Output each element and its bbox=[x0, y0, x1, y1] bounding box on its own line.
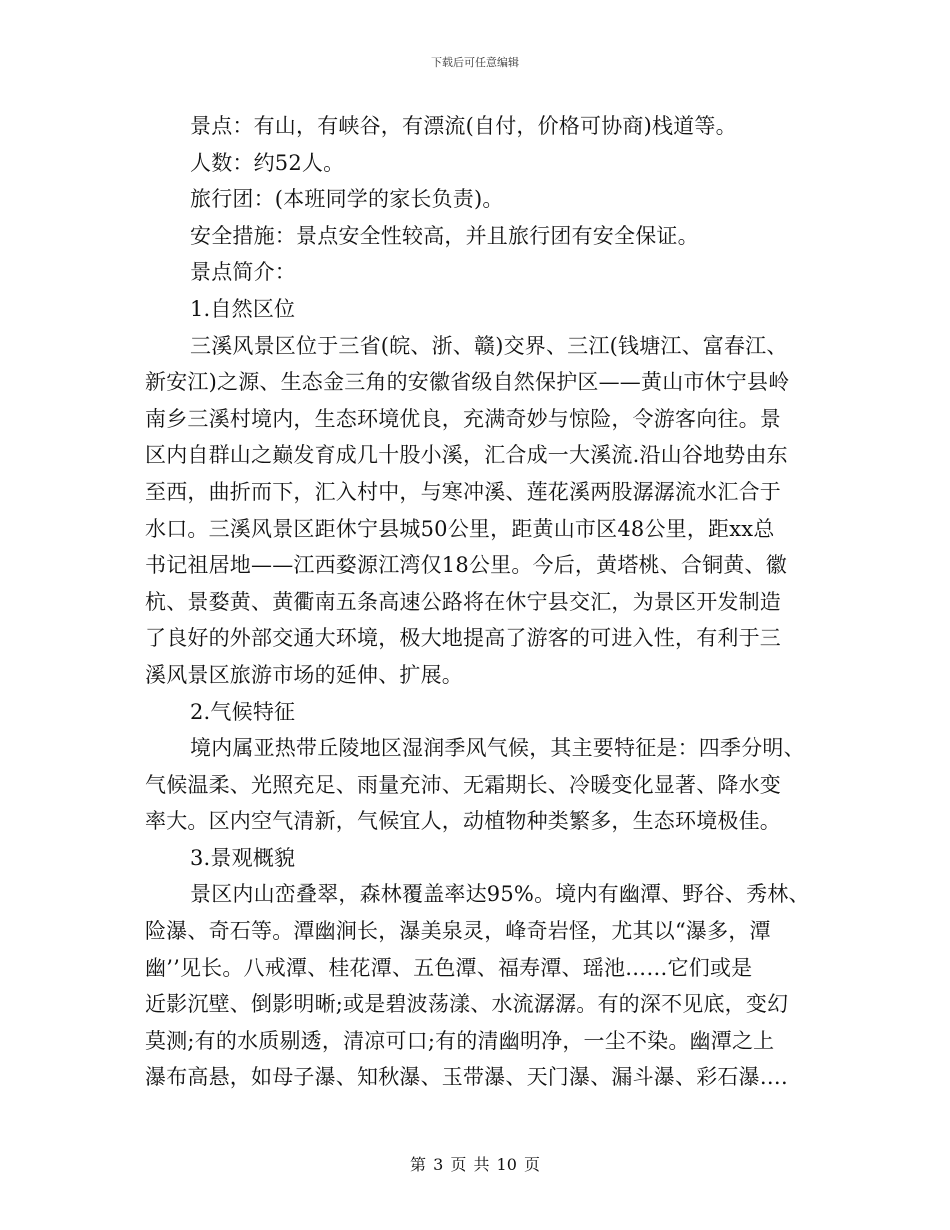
text-line: 气候温柔、光照充足、雨量充沛、无霜期长、冷暖变化显著、降水变 bbox=[145, 772, 781, 797]
text-line: 景区内山峦叠翠，森林覆盖率达95%。境内有幽潭、野谷、秀林、 bbox=[190, 882, 810, 907]
page-footer: 第 3 页 共 10 页 bbox=[410, 1155, 540, 1174]
text-line: 率大。区内空气清新，气候宜人，动植物种类繁多，生态环境极佳。 bbox=[145, 809, 781, 834]
text-line: 莫测;有的水质剔透，清凉可口;有的清幽明净，一尘不染。幽潭之上 bbox=[145, 1028, 775, 1053]
text-line: 区内自群山之巅发育成几十股小溪，汇合成一大溪流.沿山谷地势由东 bbox=[145, 443, 788, 468]
text-line: 杭、景婺黄、黄衢南五条高速公路将在休宁县交汇，为景区开发制造 bbox=[145, 589, 781, 614]
text-line: 景点：有山，有峡谷，有漂流(自付，价格可协商)栈道等。 bbox=[190, 114, 737, 138]
text-line: 三溪风景区位于三省(皖、浙、赣)交界、三江(钱塘江、富春江、 bbox=[190, 333, 788, 358]
text-line: 溪风景区旅游市场的延伸、扩展。 bbox=[145, 662, 463, 687]
text-line: 安全措施：景点安全性较高，并且旅行团有安全保证。 bbox=[190, 223, 699, 248]
text-line: 2.气候特征 bbox=[190, 699, 296, 724]
text-line: 南乡三溪村境内，生态环境优良，充满奇妙与惊险，令游客向往。景 bbox=[145, 406, 781, 431]
page-header: 下载后可任意编辑 bbox=[431, 56, 519, 69]
text-line: 至西，曲折而下，汇入村中，与寒冲溪、莲花溪两股潺潺流水汇合于 bbox=[145, 479, 781, 504]
text-line: 水口。三溪风景区距休宁县城50公里，距黄山市区48公里，距xx总 bbox=[145, 516, 775, 541]
text-line: 了良好的外部交通大环境，极大地提高了游客的可进入性，有利于三 bbox=[145, 626, 781, 651]
document-body bbox=[145, 108, 825, 1096]
text-line: 近影沉壁、倒影明晰;或是碧波荡漾、水流潺潺。有的深不见底，变幻 bbox=[145, 992, 789, 1017]
text-line: 书记祖居地——江西婺源江湾仅18公里。今后，黄塔桃、合铜黄、徽 bbox=[145, 553, 787, 578]
text-line: 幽’’见长。八戒潭、桂花潭、五色潭、福寿潭、瑶池……它们或是 bbox=[145, 955, 753, 980]
text-line: 险瀑、奇石等。潭幽涧长，瀑美泉灵，峰奇岩怪，尤其以“瀑多，潭 bbox=[145, 919, 771, 944]
text-line: 3.景观概貌 bbox=[190, 845, 296, 870]
text-line: 瀑布高悬，如母子瀑、知秋瀑、玉带瀑、天门瀑、漏斗瀑、彩石瀑…. bbox=[145, 1065, 788, 1090]
text-line: 旅行团：(本班同学的家长负责)。 bbox=[190, 187, 504, 212]
text-line: 新安江)之源、生态金三角的安徽省级自然保护区——黄山市休宁县岭 bbox=[145, 370, 790, 395]
text-line: 景点简介： bbox=[190, 260, 296, 285]
text-line: 境内属亚热带丘陵地区湿润季风气候，其主要特征是：四季分明、 bbox=[190, 736, 805, 761]
text-line: 人数：约52人。 bbox=[190, 150, 345, 175]
text-line: 1.自然区位 bbox=[190, 296, 296, 321]
